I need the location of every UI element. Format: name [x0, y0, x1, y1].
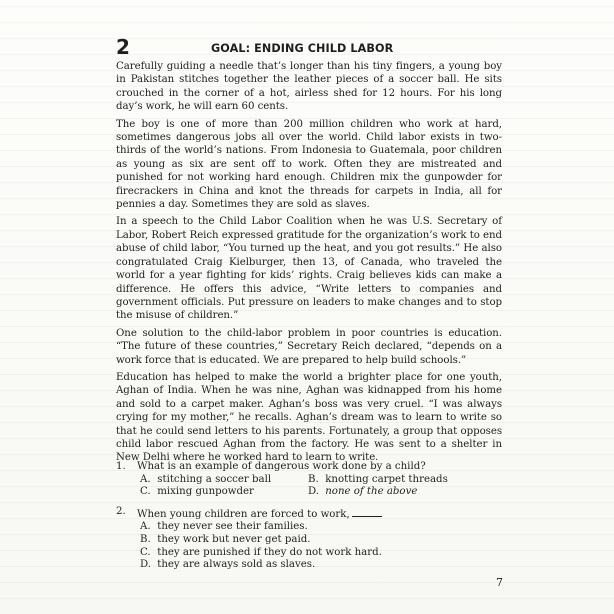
choice-d[interactable] [308, 486, 488, 499]
paragraph-5: Education has helped to make the world a brighter place for one youth, Aghan of India. When he was nine, Aghan was kidnapped from his home and sold to a carpet maker. Aghan’s boss was very cruel. “I was always crying for my mother,” he recalls. Aghan’s dream was to learn to write so that he could send letters to his parents. Fortunately, a group that opposes child labor rescued Aghan from the factory. He was sent to a shelter in New Delhi where he worked hard to learn to write. [116, 371, 502, 464]
choice-text: stitching a soccer ball [157, 473, 272, 485]
answer-blank [352, 506, 382, 517]
reading-passage [116, 60, 502, 469]
choice-text: they never see their families. [157, 521, 308, 533]
question-number: 2. [116, 505, 126, 517]
question-stem: What is an example of dangerous work done by a child? [137, 461, 426, 472]
choice-text: they work but never get paid. [157, 533, 311, 545]
choice-text: they are punished if they do not work hard. [157, 546, 382, 558]
paragraph-3: In a speech to the Child Labor Coalition when he was U.S. Secretary of Labor, Robert Reich expressed gratitude for the organization’s work to end abuse of child labor, “You turned up the heat, and you got results.” He also congratulated Craig Kielburger, then 13, of Canada, who traveled the world for a year fighting for kids’ rights. Craig believes kids can make a difference. He offers this advice, “Write letters to companies and government officials. Put pressure on leaders to make changes and to stop the misuse of children.” [116, 216, 502, 322]
chapter-header [116, 37, 498, 59]
choice-letter: D. [140, 559, 152, 571]
choice-letter: B. [140, 533, 151, 545]
choice-letter: B. [308, 473, 319, 485]
answer-choices [140, 474, 502, 499]
choice-letter: D. [308, 486, 320, 498]
choice-b[interactable] [308, 474, 488, 487]
question-section [116, 461, 502, 579]
choice-b[interactable] [140, 534, 502, 547]
answer-choices [140, 521, 502, 571]
choice-d[interactable] [140, 559, 502, 572]
paragraph-4: One solution to the child-labor problem in poor countries is education. “The future of these countries,” Secretary Reich declared, “depends on a work force that is educated. We are prepared to help build schools.” [116, 327, 502, 366]
choice-letter: A. [140, 473, 151, 485]
question-number: 1. [116, 461, 126, 472]
choice-text: they are always sold as slaves. [157, 559, 316, 571]
choice-text: mixing gunpowder [157, 486, 254, 498]
choice-c[interactable] [140, 547, 502, 560]
paragraph-1: Carefully guiding a needle that’s longer than his tiny fingers, a young boy in Pakistan stitches together the leather pieces of a soccer ball. He sits crouched in the corner of a hot, airless shed for 12 hours. For his long day’s work, he will earn 60 cents. [116, 61, 502, 113]
choice-a[interactable] [140, 474, 308, 487]
choice-c[interactable] [140, 486, 308, 499]
chapter-number: 2 [116, 35, 130, 59]
question-2 [116, 506, 502, 572]
choice-text: knotting carpet threads [325, 473, 448, 485]
choice-text: none of the above [325, 486, 418, 498]
question-stem: When young children are forced to work, [137, 508, 350, 520]
choice-a[interactable] [140, 521, 502, 534]
chapter-title: GOAL: ENDING CHILD LABOR [211, 42, 394, 55]
question-1 [116, 461, 502, 499]
page-number: 7 [496, 576, 503, 589]
choice-letter: C. [140, 486, 151, 498]
choice-letter: A. [140, 521, 151, 533]
choice-letter: C. [140, 546, 151, 558]
paragraph-2: The boy is one of more than 200 million children who work at hard, sometimes dangerous jobs all over the world. Child labor exists in two-thirds of the world’s nations. From Indonesia to Guatemala, poor children as young as six are sent off to work. Often they are mistreated and punished for not working hard enough. Children mix the gunpowder for firecrackers in China and knot the threads for carpets in India, all for pennies a day. Sometimes they are sold as slaves. [116, 118, 502, 211]
